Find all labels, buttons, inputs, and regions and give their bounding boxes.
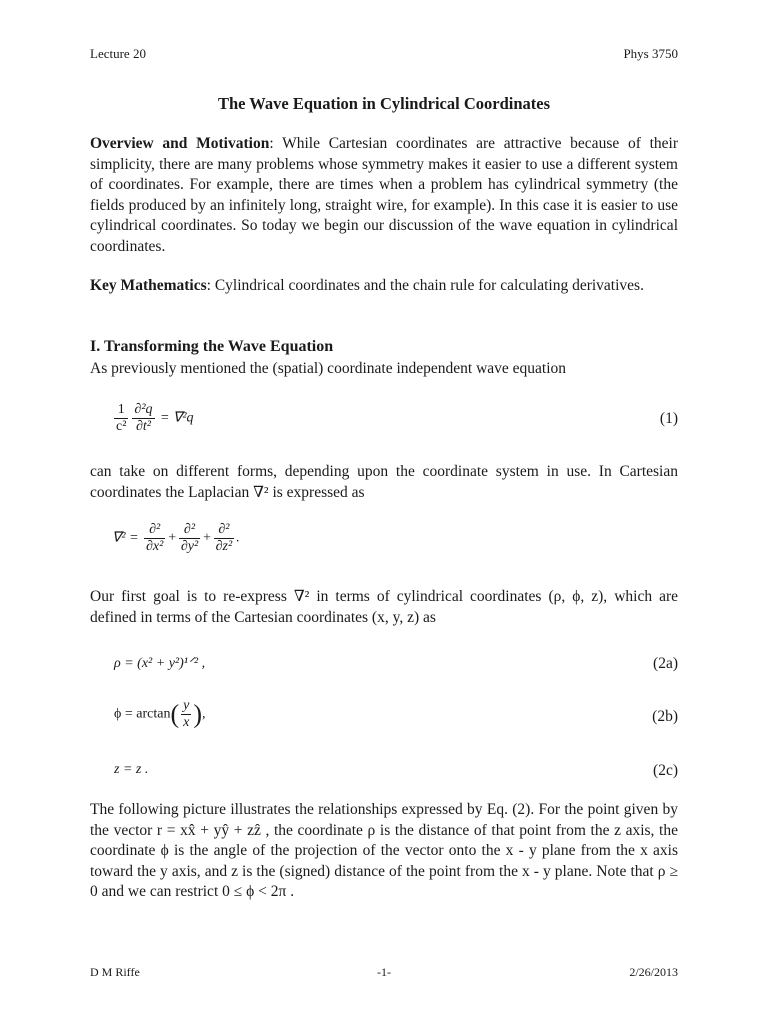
- key-math-heading: Key Mathematics: [90, 277, 207, 294]
- eq1-derivative-fraction: $\frac{\text{∂²q}}{\text{∂t²}}$: [134, 402, 153, 434]
- overview-paragraph: [90, 134, 678, 257]
- footer-author: D M Riffe: [90, 965, 140, 979]
- key-math-text: : Cylindrical coordinates and the chain rule for calculating derivatives.: [206, 277, 644, 294]
- laplacian-equation: ∇² = $\frac{\text{∂²}}{\text{∂x²}}$ + $\frac{\text{∂²}}{\text{∂y²}}$ + $\frac{\text{∂²}}{\text{∂z²}}$ .: [112, 522, 240, 554]
- eq2a-number: (2a): [653, 655, 678, 672]
- eq1-rhs: = ∇²q: [160, 410, 194, 426]
- footer-date: 2/26/2013: [629, 965, 678, 979]
- goal-paragraph: Our first goal is to re-express ∇² in terms of cylindrical coordinates (ρ, ϕ, z), which are defined in terms of the Cartesian coordinates (x, y, z) as: [90, 588, 678, 626]
- picture-paragraph: The following picture illustrates the relationships expressed by Eq. (2). For the point given by the vector r = xx̂ + yŷ + zẑ , the coordinate ρ is the distance of that point from the z axis, the coordinate ϕ is the angle of the projection of the vector onto the x - y plane from the x axis toward the y axis, and z is the (signed) distance of the point from the x - y plane. Note that ρ ≥ 0 and we can restrict 0 ≤ ϕ < 2π .: [90, 801, 678, 900]
- eq2b-number: (2b): [652, 708, 678, 725]
- after-eq1-paragraph: can take on different forms, depending upon the coordinate system in use. In Cartesian coordinates the Laplacian ∇² is expressed as: [90, 463, 678, 501]
- equation-2a: ρ = (x² + y²)¹ᐟ² ,: [114, 656, 206, 671]
- equation-2b: ϕ = arctan( $\frac{y}{x}$ ),: [114, 698, 206, 730]
- overview-heading: Overview and Motivation: [90, 135, 270, 152]
- key-math-paragraph: [90, 276, 678, 297]
- section-heading: I. Transforming the Wave Equation: [90, 338, 334, 355]
- section-intro: As previously mentioned the (spatial) coordinate independent wave equation: [90, 360, 567, 377]
- eq2c-number: (2c): [653, 762, 678, 779]
- header-left: Lecture 20: [90, 46, 146, 61]
- footer-page-number: -1-: [377, 965, 391, 979]
- eq1-number: (1): [659, 410, 678, 427]
- page-title: The Wave Equation in Cylindrical Coordinates: [217, 94, 551, 113]
- equation-2c: z = z .: [114, 762, 149, 777]
- eq1-coef-fraction: $\frac{1}{\text{c²}}$: [116, 402, 127, 434]
- equation-1: [112, 402, 194, 435]
- header-right: Phys 3750: [623, 46, 678, 61]
- overview-text: : While Cartesian coordinates are attractive because of their simplicity, there are many problems whose symmetry makes it easier to use a different system of coordinates. For example, there are times when a problem has cylindrical symmetry (the fields produced by an infinitely long, straight wire, for example). In this case it is easier to use cylindrical coordinates. So today we begin our discussion of the wave equation in cylindrical coordinates.: [90, 135, 679, 255]
